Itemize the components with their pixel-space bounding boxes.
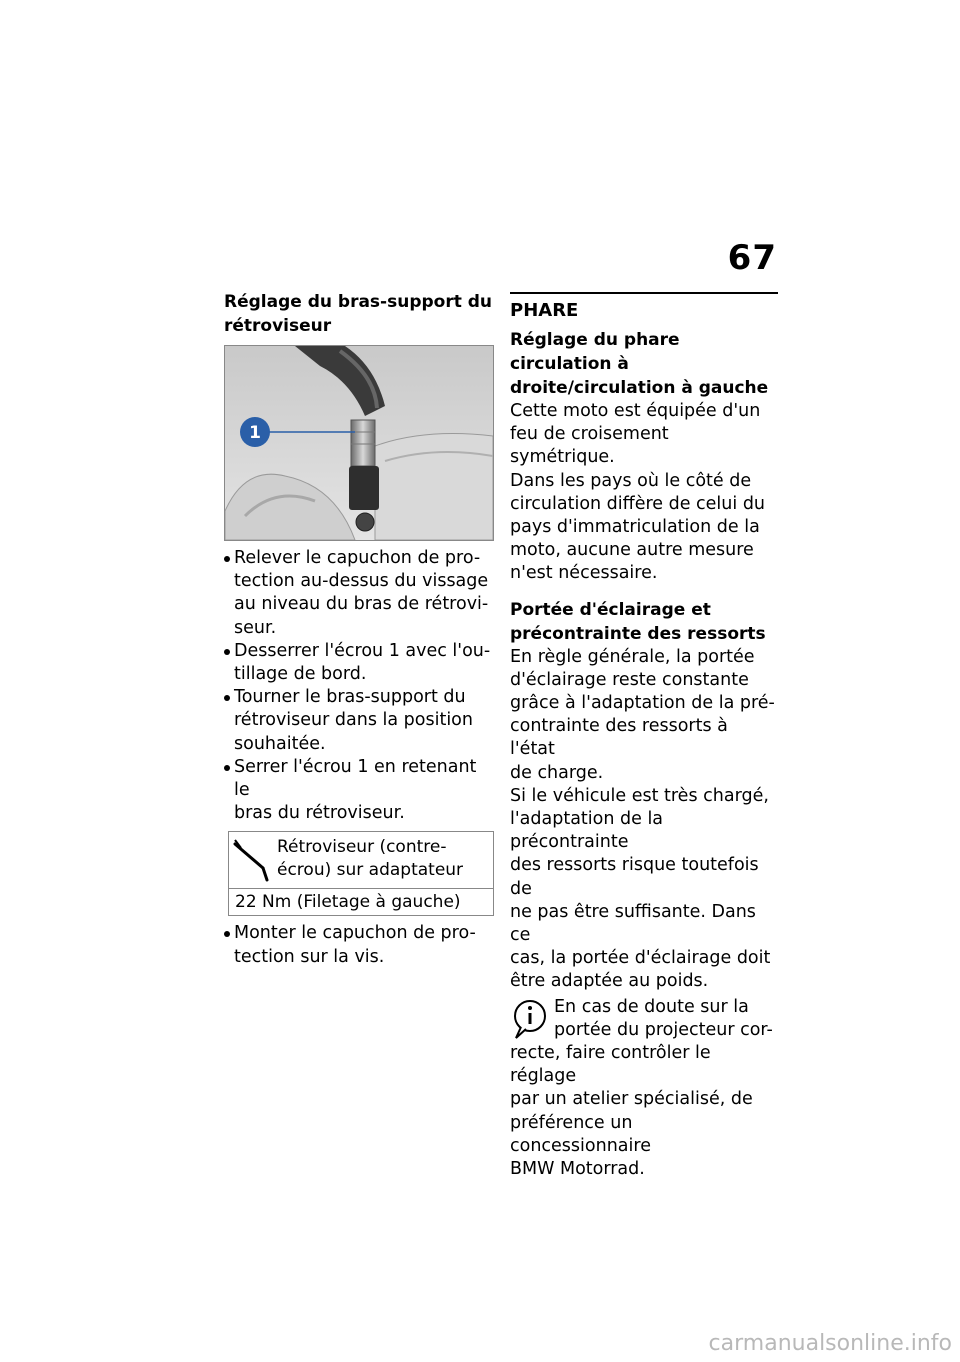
headlight-adjust-heading: Réglage du phare circulation à droite/circulation à gauche: [510, 330, 769, 398]
mirror-figure: [224, 345, 494, 541]
watermark: carmanualsonline.info: [708, 1331, 952, 1356]
final-step-list: [224, 922, 494, 968]
mirror-illustration: [225, 346, 493, 540]
info-note: [510, 996, 778, 1182]
right-column: [510, 290, 778, 1181]
callout-number: 1: [249, 423, 261, 443]
mirror-adjust-heading: Réglage du bras-support du rétroviseur: [224, 292, 493, 336]
list-item: Serrer l'écrou 1 en retenant le bras du rétroviseur.: [224, 756, 494, 826]
note-text-rest: recte, faire contrôler le réglage par un atelier spécialisé, de préférence un concessionnaire BMW Motorrad.: [510, 1043, 753, 1180]
torque-spec-box: [228, 831, 494, 916]
list-item: Tourner le bras-support du rétroviseur dans la position souhaitée.: [224, 686, 494, 756]
note-text-first: En cas de doute sur la portée du projecteur cor-: [554, 996, 773, 1040]
range-preload-heading: Portée d'éclairage et précontrainte des ressorts: [510, 599, 766, 644]
section-title: PHARE: [510, 292, 778, 324]
step-list: [224, 547, 494, 825]
torque-value: 22 Nm (Filetage à gauche): [235, 892, 461, 913]
headlight-adjust-text: Cette moto est équipée d'un feu de croisement symétrique. Dans les pays où le côté de circulation diffère de celui du pays d'immatriculation de la moto, aucune autre mesure n'est nécessaire.: [510, 401, 766, 584]
list-item: Desserrer l'écrou 1 avec l'ou- tillage de bord.: [224, 640, 494, 686]
torque-wrench-icon: [233, 838, 273, 882]
page-number: 67: [727, 238, 777, 278]
list-item: Monter le capuchon de pro- tection sur la vis.: [224, 922, 494, 968]
left-column: [224, 290, 494, 969]
list-item: Relever le capuchon de pro- tection au-dessus du vissage au niveau du bras de rétrovi- seur.: [224, 547, 494, 640]
info-icon: [510, 996, 550, 1042]
range-preload-text: En règle générale, la portée d'éclairage reste constante grâce à l'adaptation de la pré- contrainte des ressorts à l'état de charge. Si le véhicule est très chargé, l'adaptation de la précontrainte des ressorts risque toutefois de ne pas être suffisante. Dans ce cas, la portée d'éclairage doit être adaptée au poids.: [510, 646, 775, 992]
torque-label: Rétroviseur (contre- écrou) sur adaptateur: [277, 837, 464, 881]
